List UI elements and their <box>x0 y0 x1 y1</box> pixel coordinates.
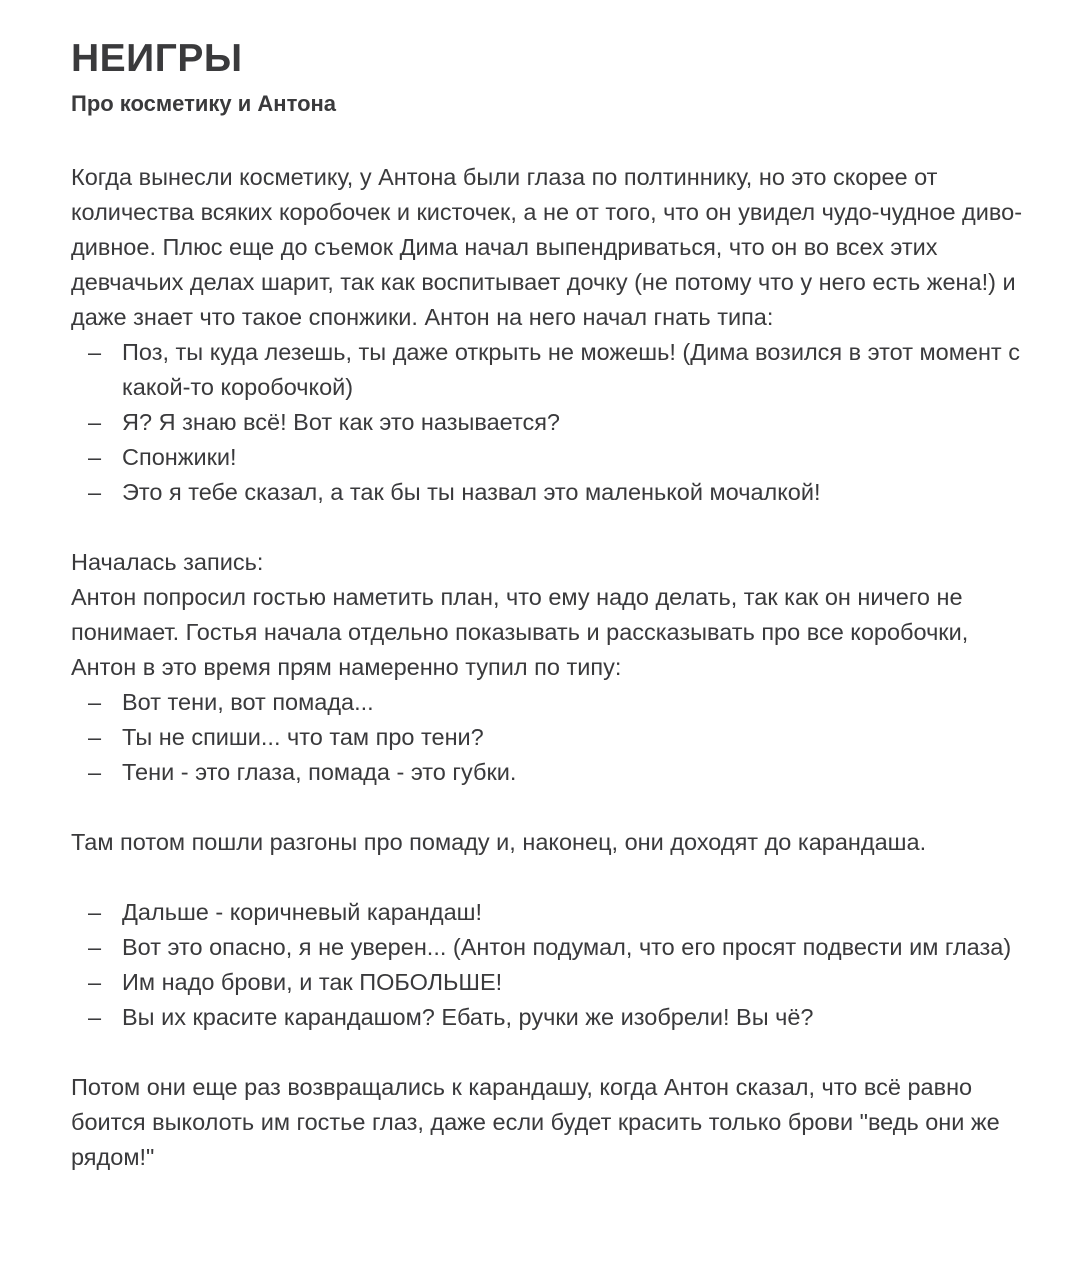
list-item-text: Я? Я знаю всё! Вот как это называется? <box>122 409 560 435</box>
dash-bullet: – <box>88 444 102 470</box>
paragraph-pencil: Там потом пошли разгоны про помаду и, наконец, они доходят до карандаша. <box>71 829 927 855</box>
list-item <box>71 930 1025 965</box>
list-item <box>71 335 1025 405</box>
list-item-text: Тени - это глаза, помада - это губки. <box>122 759 517 785</box>
document-subtitle: Про косметику и Антона <box>71 91 337 116</box>
dash-bullet: – <box>88 899 102 925</box>
list-item <box>71 720 1025 755</box>
list-item-text: Ты не спиши... что там про тени? <box>122 724 484 750</box>
list-item <box>71 965 1025 1000</box>
list-item-text: Поз, ты куда лезешь, ты даже открыть не можешь! (Дима возился в этот момент с какой-то коробочкой) <box>122 339 1020 400</box>
dash-bullet: – <box>88 724 102 750</box>
list-item <box>71 685 1025 720</box>
document-title: НЕИГРЫ <box>71 37 243 80</box>
dash-bullet: – <box>88 479 102 505</box>
dash-bullet: – <box>88 689 102 715</box>
list-item-text: Это я тебе сказал, а так бы ты назвал это маленькой мочалкой! <box>122 479 821 505</box>
dash-bullet: – <box>88 339 102 365</box>
paragraph-intro: Когда вынесли косметику, у Антона были глаза по полтиннику, но это скорее от количества всяких коробочек и кисточек, а не от того, что он увидел чудо-чудное диво-дивное. Плюс еще до съемок Дима начал выпендриваться, что он во всех этих девчачьих делах шарит, так как воспитывает дочку (не потому что у него есть жена!) и даже знает что такое спонжики. Антон на него начал гнать типа: <box>71 164 1023 330</box>
dash-bullet: – <box>88 934 102 960</box>
list-item-text: Вы их красите карандашом? Ебать, ручки же изобрели! Вы чё? <box>122 1004 814 1030</box>
list-item-text: Дальше - коричневый карандаш! <box>122 899 483 925</box>
paragraph-recording: Антон попросил гостью наметить план, что ему надо делать, так как он ничего не понимает. Гостья начала отдельно показывать и рассказывать про все коробочки, Антон в это время прям намеренно тупил по типу: <box>71 584 969 680</box>
list-item <box>71 475 1025 510</box>
list-item <box>71 440 1025 475</box>
list-item-text: Вот тени, вот помада... <box>122 689 374 715</box>
dialog-list-2 <box>71 685 1025 790</box>
list-item <box>71 405 1025 440</box>
list-item-text: Вот это опасно, я не уверен... (Антон подумал, что его просят подвести им глаза) <box>122 934 1012 960</box>
list-item-text: Спонжики! <box>122 444 237 470</box>
spacer <box>71 1035 1025 1070</box>
spacer <box>71 790 1025 825</box>
dash-bullet: – <box>88 1004 102 1030</box>
dialog-list-1 <box>71 335 1025 510</box>
list-item <box>71 1000 1025 1035</box>
spacer <box>71 510 1025 545</box>
spacer <box>71 118 1025 160</box>
dialog-list-3 <box>71 895 1025 1035</box>
dash-bullet: – <box>88 759 102 785</box>
paragraph-outro: Потом они еще раз возвращались к карандашу, когда Антон сказал, что всё равно боится выколоть им гостье глаз, даже если будет красить только брови "ведь они же рядом!" <box>71 1074 1000 1170</box>
list-item <box>71 895 1025 930</box>
dash-bullet: – <box>88 969 102 995</box>
list-item <box>71 755 1025 790</box>
spacer <box>71 860 1025 895</box>
list-item-text: Им надо брови, и так ПОБОЛЬШЕ! <box>122 969 503 995</box>
paragraph-recording-heading: Началась запись: <box>71 549 264 575</box>
dash-bullet: – <box>88 409 102 435</box>
